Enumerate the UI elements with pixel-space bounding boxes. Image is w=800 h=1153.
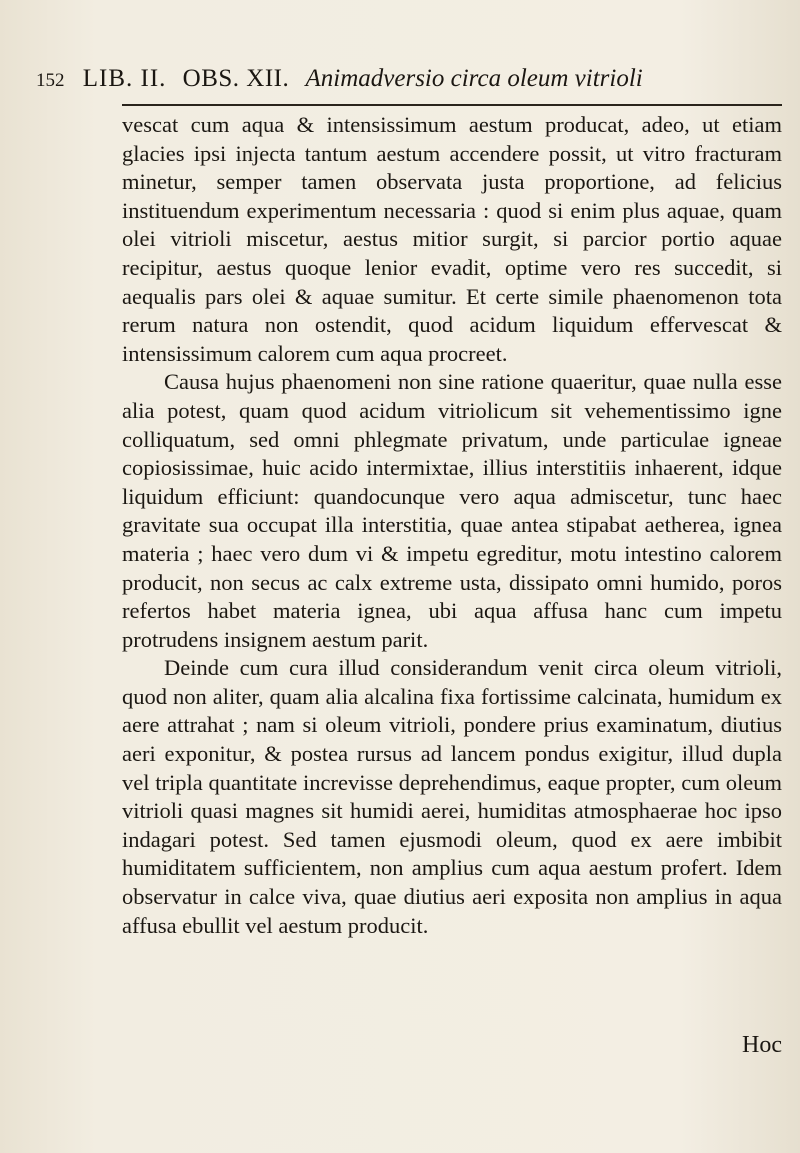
paragraph-causa: Causa hujus phaenomeni non sine ratione quaeritur, quae nulla esse alia potest, quam quod acidum vitriolicum sit vehementissimo igne colliquatum, sed omni phlegmate privatum, unde particulae igneae copiosissimae, huic acido intermixtae, illius interstitiis inhaerent, idque liquidum efficiunt: quandocunque vero aqua admiscetur, tunc haec gravitate sua occupat illa interstitia, quae antea stipabat aetherea, ignea materia ; haec vero dum vi & impetu egreditur, motu intestino calorem producit, non secus ac calx extreme usta, dissipato omni humido, poros refertos habet materia ignea, ubi aqua affusa hanc cum impetu protrudens insignem aestum parit. (122, 369, 782, 652)
observation-label: OBS. XII. (182, 65, 290, 92)
catchword: Hoc (742, 1032, 782, 1058)
running-title: Animadversio circa oleum vitrioli (305, 65, 643, 92)
paragraph-deinde: Deinde cum cura illud considerandum venit circa oleum vitrioli, quod non aliter, quam alia alcalina fixa fortissime calcinata, humidum ex aere attrahat ; nam si oleum vitrioli, pondere prius examinatum, diutius aeri exponitur, & postea rursus ad lancem pondus exigitur, illud dupla vel tripla quantitate increvisse deprehendimus, eaque propter, cum oleum vitrioli quasi magnes sit humidi aerei, humiditas atmosphaerae hoc ipso indagari potest. Sed tamen ejusmodi oleum, quod ex aere imbibit humiditatem sufficientem, non amplius cum aqua aestum profert. Idem observatur in calce viva, quae diutius aeri exposita non amplius in aqua affusa ebullit vel aestum producit. (122, 655, 782, 938)
body-text (122, 111, 782, 940)
book-label: LIB. II. (82, 65, 167, 92)
page-number: 152 (36, 70, 65, 91)
header-rule (122, 104, 782, 106)
running-header (36, 62, 776, 98)
paragraph-continuation: vescat cum aqua & intensissimum aestum producat, adeo, ut etiam glacies ipsi injecta tantum aestum accendere possit, ut vitro fracturam minetur, semper tamen observata justa proportione, ad felicius instituendum experimentum necessaria : quod si enim plus aquae, quam olei vitrioli miscetur, aestus mitior surgit, si parcior portio aquae recipitur, aestus quoque lenior evadit, optime vero res succedit, si aequalis pars olei & aquae sumitur. Et certe simile phaenomenon tota rerum natura non ostendit, quod acidum liquidum effervescat & intensissimum calorem cum aqua procreet. (122, 112, 782, 366)
